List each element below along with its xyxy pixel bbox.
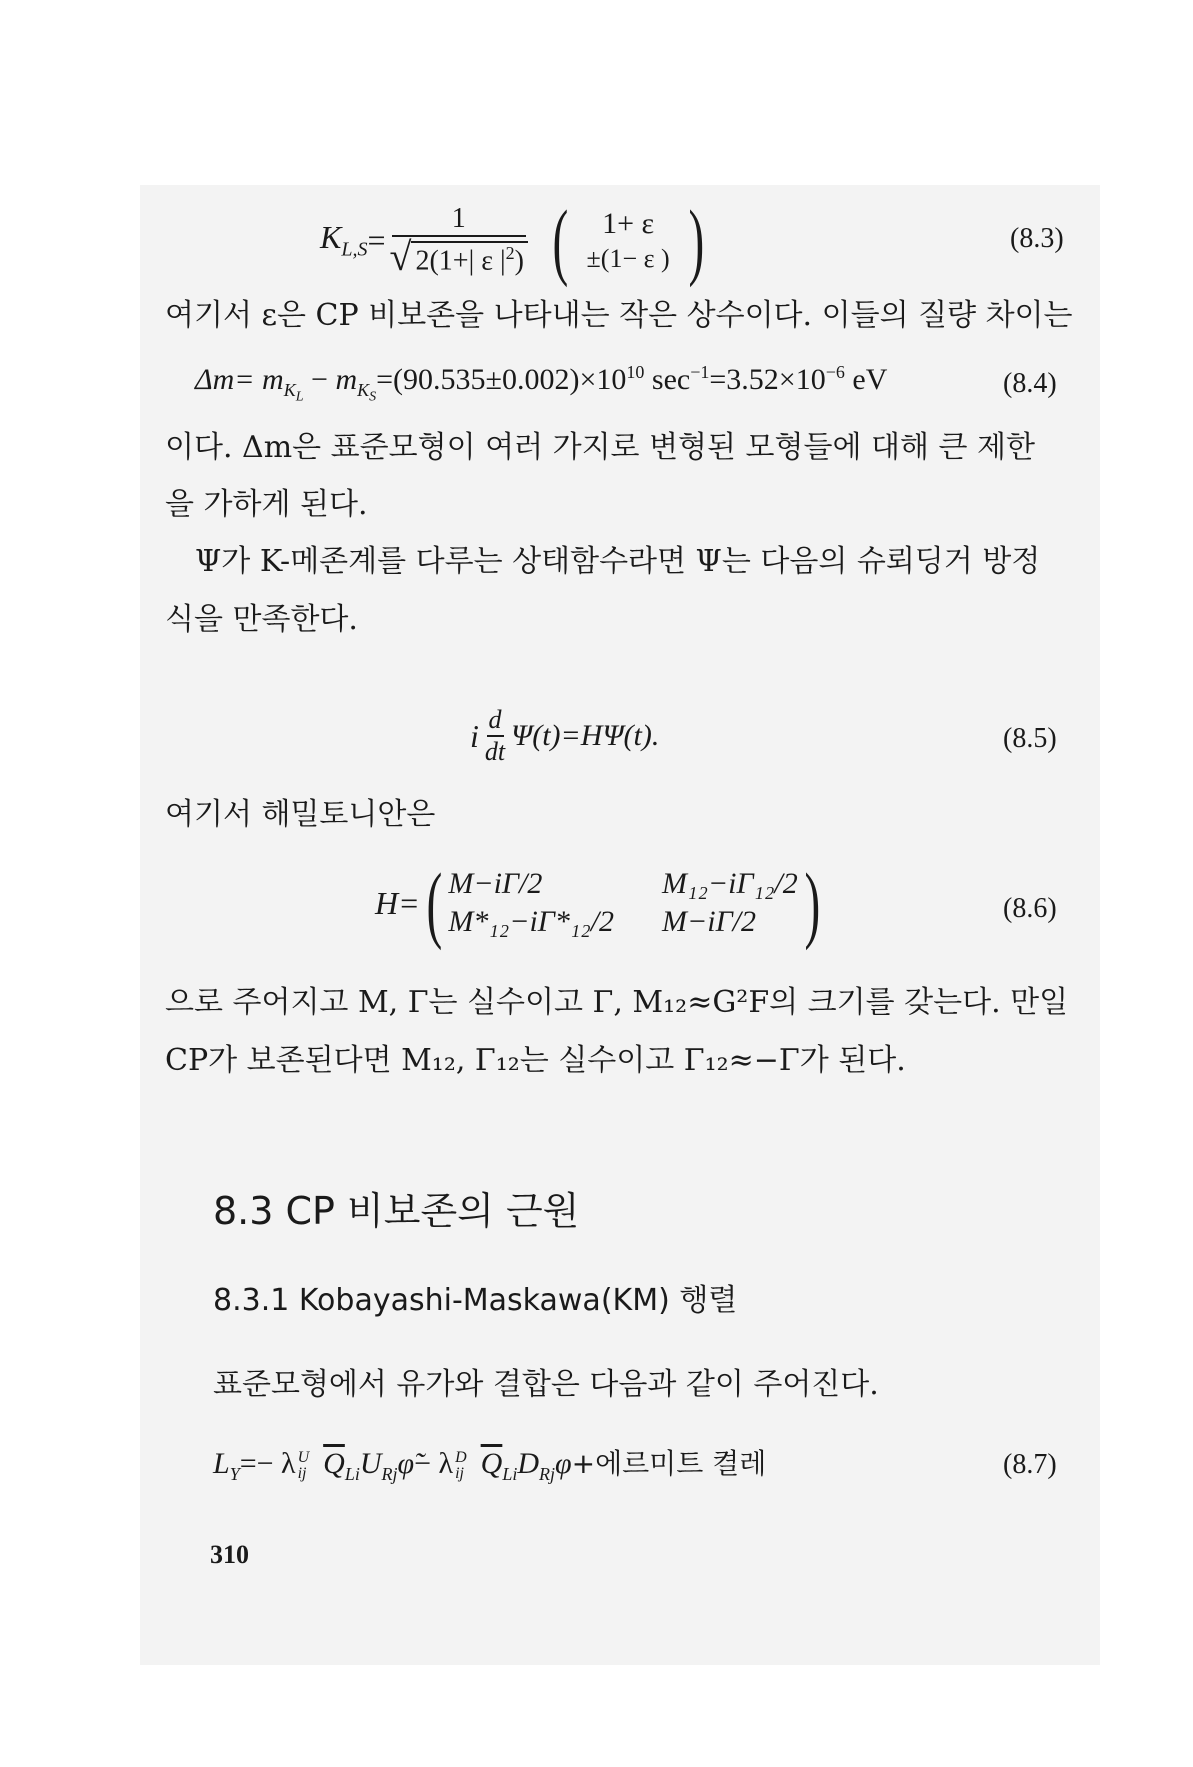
page-number: 310 <box>210 1540 249 1569</box>
matrix-cell-12: M₁₂−iΓ₁₂/2 <box>662 867 798 900</box>
eq83-vector-bottom: ±(1− ε ) <box>586 243 670 273</box>
equation-number-8-4: (8.4) <box>1003 368 1057 399</box>
matrix-cell-11: M−iΓ/2 <box>448 867 543 900</box>
paragraph-2-line-1: 이다. Δm은 표준모형이 여러 가지로 변형된 모형들에 대해 큰 제한 <box>165 430 1035 465</box>
paragraph-4: 여기서 해밀토니안은 <box>165 797 436 832</box>
left-paren: ( <box>552 192 569 288</box>
equation-8-3 <box>320 192 710 288</box>
eq83-denominator: √ 2(1+| ε $|^2$) <box>390 237 528 277</box>
eq83-numerator: 1 <box>392 203 526 237</box>
paragraph-2-line-2: 을 가하게 된다. <box>165 487 368 522</box>
sqrt-sign-icon: √ <box>389 234 412 279</box>
eq83-vector <box>587 205 670 275</box>
eq83-equals: = <box>367 221 386 258</box>
eq84-m-kl: $m_{K_L}$ <box>262 363 304 405</box>
section-heading: 8.3 CP 비보존의 근원 <box>213 1189 580 1233</box>
paragraph-6: 표준모형에서 유가와 결합은 다음과 같이 주어진다. <box>213 1367 879 1402</box>
equation-8-5: i $\frac{d}{dt}$ Ψ(t)=HΨ(t). <box>470 705 660 766</box>
right-paren: ) <box>804 855 820 951</box>
equation-8-7: $L_Y=- \lambda$ U ij $\overline{Q}_{Li}U_{Rj}\varphĩ- \lambda$ D ij $\overline{Q}_{Li}D_{Rj}\varphi+$에르미트 켤레 <box>213 1447 767 1484</box>
paragraph-3-line-1: Ψ가 K-메존계를 다루는 상태함수라면 Ψ는 다음의 슈뢰딩거 방정 <box>195 544 1041 579</box>
eq86-matrix <box>448 867 797 939</box>
matrix-cell-22: M−iΓ/2 <box>662 905 757 938</box>
paragraph-1: 여기서 ε은 CP 비보존을 나타내는 작은 상수이다. 이들의 질량 차이는 <box>165 298 1073 333</box>
equation-8-4: $\Delta m= m_{K_L} - m_{K_S}=(90.535\pm 0.002)\times 10^{10}$ $\sec^{-1}=3.52\times 10^{-6}$ eV <box>195 362 888 405</box>
left-paren: ( <box>426 855 442 951</box>
equation-number-8-5: (8.5) <box>1003 723 1057 754</box>
right-paren: ) <box>688 192 704 288</box>
equation-number-8-3: (8.3) <box>1010 223 1064 254</box>
eq84-m-ks: $m_{K_S}$ <box>335 363 377 405</box>
eq83-lhs: $K_{L,S}$ <box>320 218 368 261</box>
paragraph-5-line-1: 으로 주어지고 M, Γ는 실수이고 Γ, M₁₂≈G²F의 크기를 갖는다. 만일 <box>165 985 1069 1020</box>
paragraph-3-line-2: 식을 만족한다. <box>165 602 358 637</box>
eq83-vector-top: 1+ ε <box>602 207 655 240</box>
eq83-fraction <box>390 203 528 277</box>
equation-8-6: H= ( M−iΓ/2 M₁₂−iΓ₁₂/2 M*₁₂−iΓ*₁₂/2 M−iΓ/2 ) <box>375 855 820 951</box>
equation-number-8-6: (8.6) <box>1003 893 1057 924</box>
eq85-derivative: $\frac{d}{dt}$ <box>484 705 506 766</box>
paragraph-5-line-2: CP가 보존된다면 M₁₂, Γ₁₂는 실수이고 Γ₁₂≈−Γ가 된다. <box>165 1043 906 1078</box>
equation-number-8-7: (8.7) <box>1003 1449 1057 1480</box>
subsection-heading: 8.3.1 Kobayashi-Maskawa(KM) 행렬 <box>213 1283 738 1318</box>
matrix-cell-21: M*₁₂−iΓ*₁₂/2 <box>448 905 615 938</box>
